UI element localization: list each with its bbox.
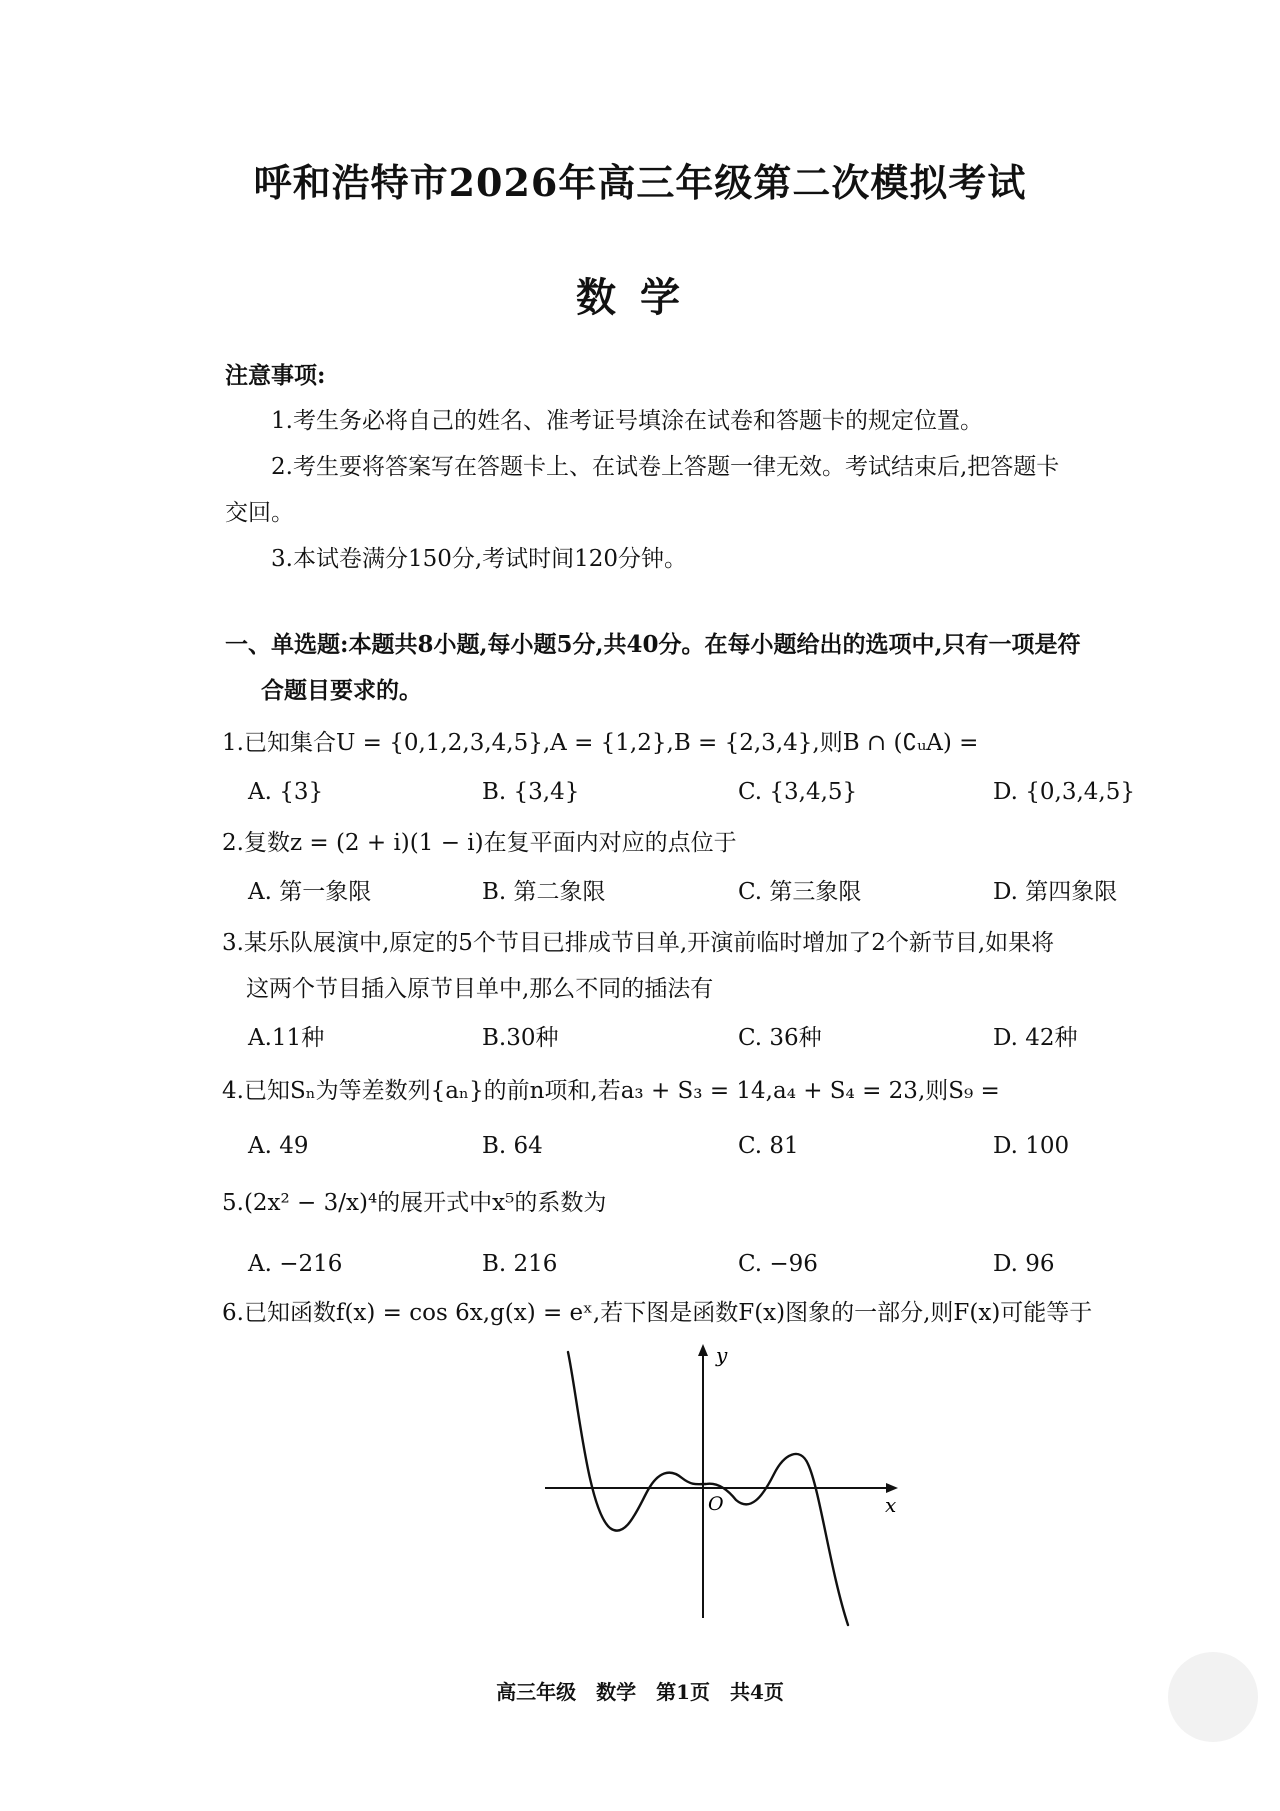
question-2-options <box>0 872 1280 912</box>
question-4-stem: 4.已知Sₙ为等差数列{aₙ}的前n项和,若a₃ + S₃ = 14,a₄ + S₄ = 23,则S₉ = <box>222 1078 1000 1104</box>
section-heading-line1: 一、单选题:本题共8小题,每小题5分,共40分。在每小题给出的选项中,只有一项是符 <box>225 631 1081 658</box>
question-3-option-a: A.11种 <box>248 1025 325 1051</box>
question-3-option-d: D. 42种 <box>993 1025 1078 1051</box>
question-5-option-c: C. −96 <box>738 1251 818 1277</box>
question-1-options <box>0 772 1280 812</box>
question-5-option-b: B. 216 <box>482 1251 558 1277</box>
question-2-option-b: B. 第二象限 <box>482 879 606 905</box>
question-3-option-b: B.30种 <box>482 1025 559 1051</box>
question-1-option-b: B. {3,4} <box>482 779 580 805</box>
question-3-options <box>0 1018 1280 1058</box>
notice-item-2-text: 2.考生要将答案写在答题卡上、在试卷上答题一律无效。考试结束后,把答题卡 <box>271 454 1060 480</box>
graph-x-axis-arrow <box>886 1483 898 1493</box>
graph-x-label: x <box>885 1493 897 1517</box>
question-4-option-c: C. 81 <box>738 1133 799 1159</box>
question-4-options <box>0 1126 1280 1166</box>
question-5-options <box>0 1244 1280 1284</box>
question-5-stem: 5.(2x² − 3/x)⁴的展开式中x⁵的系数为 <box>222 1190 607 1216</box>
question-6-stem: 6.已知函数f(x) = cos 6x,g(x) = eˣ,若下图是函数F(x)图象的一部分,则F(x)可能等于 <box>222 1300 1093 1326</box>
graph-y-label: y <box>716 1343 728 1367</box>
question-1-option-d: D. {0,3,4,5} <box>993 779 1135 805</box>
question-2-option-c: C. 第三象限 <box>738 879 862 905</box>
question-2-option-d: D. 第四象限 <box>993 879 1118 905</box>
question-3-option-c: C. 36种 <box>738 1025 822 1051</box>
notice-item-2-cont: 交回。 <box>225 500 294 526</box>
graph-y-axis-arrow <box>698 1344 708 1356</box>
notice-item-3-text: 3.本试卷满分150分,考试时间120分钟。 <box>271 546 688 572</box>
question-1-option-c: C. {3,4,5} <box>738 779 858 805</box>
notice-item-1-text: 1.考生务必将自己的姓名、准考证号填涂在试卷和答题卡的规定位置。 <box>271 408 983 434</box>
question-1-stem: 1.已知集合U = {0,1,2,3,4,5},A = {1,2},B = {2,3,4},则B ∩ (∁ᵤA) = <box>222 730 979 756</box>
question-4-option-b: B. 64 <box>482 1133 543 1159</box>
question-2-stem: 2.复数z = (2 + i)(1 − i)在复平面内对应的点位于 <box>222 830 737 856</box>
question-1-option-a: A. {3} <box>248 779 324 805</box>
question-5-option-a: A. −216 <box>248 1251 343 1277</box>
notice-item-2 <box>225 444 1195 490</box>
question-4-option-a: A. 49 <box>248 1133 309 1159</box>
function-graph <box>530 1340 910 1630</box>
question-3-stem <box>222 920 1202 1012</box>
page-footer: 高三年级 数学 第1页 共4页 <box>496 1680 784 1704</box>
graph-origin-label: O <box>708 1493 724 1515</box>
question-4-option-d: D. 100 <box>993 1133 1070 1159</box>
corner-watermark <box>1168 1652 1258 1742</box>
question-3-stem-line1: 3.某乐队展演中,原定的5个节目已排成节目单,开演前临时增加了2个新节目,如果将 <box>222 930 1055 956</box>
question-3-stem-line2: 这两个节目插入原节目单中,那么不同的插法有 <box>246 976 714 1002</box>
notice-item-3 <box>225 536 1195 582</box>
section-heading-line2: 合题目要求的。 <box>261 677 422 704</box>
question-5-option-d: D. 96 <box>993 1251 1055 1277</box>
exam-title: 呼和浩特市2026年高三年级第二次模拟考试 <box>253 160 1027 205</box>
question-2-option-a: A. 第一象限 <box>248 879 372 905</box>
section-heading <box>225 622 1200 714</box>
notice-heading: 注意事项: <box>225 362 326 389</box>
notice-item-1 <box>225 398 1195 444</box>
subject-title: 数学 <box>576 274 704 321</box>
